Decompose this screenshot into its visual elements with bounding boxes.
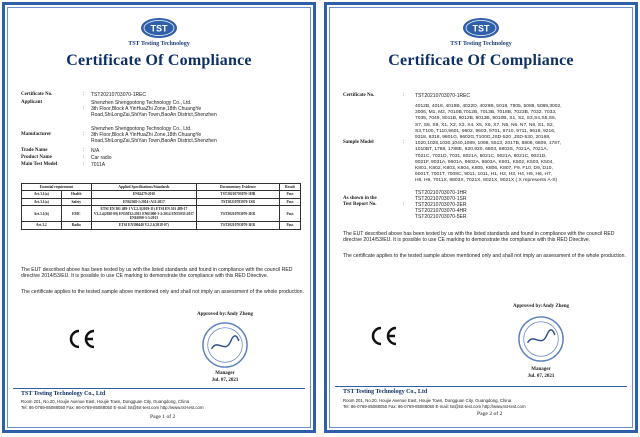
table-cell: EMC (61, 206, 91, 222)
footer-address: Room 201, No.20, Houjie Avenue East, Houjie Town, Dongguan City, Guangdong, China (343, 398, 512, 403)
certificate-no-row (343, 93, 623, 99)
colon: : (403, 202, 405, 207)
table-cell: Pass (279, 206, 300, 222)
main-test-model-value: 7011A (91, 162, 106, 168)
table-row (22, 191, 301, 198)
colon: : (83, 155, 85, 160)
trade-name-label: Trade Name (21, 148, 48, 153)
ce-mark-icon (367, 325, 399, 347)
certificate-no-value: TST20210703070-1REC (415, 93, 471, 99)
certificate-no-row (21, 92, 301, 98)
footer-company-name: TST Testing Technology Co., Ltd (343, 389, 428, 395)
sample-model-list: 4012B, 4018, 4019B, 4022D, 4029B, 5018, 7805, 5088, 5089,3002, 3006, M1, M2, 7010B,7012B, 7013B, 7018B, 7023B, 7032, 7033, 7035, 7049, 8011B, 8012B, 8013B, 9010B, S1, S2, S3,S4,S5,S6, S7, S8, S9, X1, X2, X3, X4, X5, X6, X7, N5, N6, N7, N8, S1, S2, S3,T100, T110,9601, 9602, 9603, 9701, 9710, 9711, 9618, 9216, 9318, 9318, 9801G, 9602G,T100G,JSD-520 ,JSD-530, 20168, 1020,1028,1030,1040,1089, 1088, 5513, 2017B, 8808, 6809, 1787, 1010BT, 1788, 1788E, 620,920, 6803, 6803S, 7021A, 7021A, 7021C, 7021D, 7031, 8021A, 8021C, 9021A, 8021C, 9021D, 9021F, 9031A, 9601A, 9602A, 9603A, K501, K502, K503, K504, K801, K802, K803, K804, K805, K806, K807, F9, F10, D9, D10, 6001T, 7001T, 7008C, 9011, 1011, H1, H2, H3, H4, H5, H6, H7, H8, H9, 7011X, 8803X, 7021X, 8021X, 9021X ( X represents A-S) (415, 104, 562, 184)
certificate-no-label: Certificate No. (343, 93, 375, 98)
certificate-title: Certificate Of Compliance (388, 52, 574, 69)
table-cell: TST20210703070-3ER (196, 222, 279, 229)
test-report-row (343, 190, 623, 222)
table-cell: ETSI EN 301 489-1 V2.2.3(2019-11) ETSI EN 301 489-17 V3.2.4(2020-09) EN55032:2015 EN61000-3-2:2014 EN55035:2017 EN61000-3-3:2013 (91, 206, 196, 222)
colon: : (83, 162, 85, 167)
page-number: Page 1 of 2 (150, 414, 176, 420)
footer-divider (335, 386, 627, 387)
table-cell: Art.3.2 (22, 222, 62, 229)
svg-text:TST: TST (150, 23, 168, 34)
table-row (22, 198, 301, 205)
table-cell: Pass (279, 222, 300, 229)
colon: : (83, 132, 85, 137)
table-row (22, 206, 301, 222)
table-cell: Pass (279, 198, 300, 205)
table-cell: TST20210703070-2ER (196, 206, 279, 222)
approved-by: Approved by:Andy Zheng (197, 312, 254, 317)
applicant-label: Applicant (21, 100, 43, 105)
table-header: Applied Specifications/Standards (91, 184, 196, 191)
table-cell: Safety (61, 198, 91, 205)
colon: : (403, 140, 405, 145)
tst-logo-icon (462, 17, 500, 39)
manufacturer-label: Manufacturer (21, 132, 52, 137)
colon: : (83, 92, 85, 97)
approval-stamp-icon (201, 321, 249, 369)
approved-by: Approved by:Andy Zheng (513, 304, 570, 309)
table-header-row (22, 184, 301, 191)
footer-contact: Tel: 86-0769-85088050 Fax: 86-0769-85088050 E-mail: tst@tst-test.com http://www.tst-test.com (21, 405, 204, 410)
table-cell: ETSI EN300440 V2.2.1(2018-07) (91, 222, 196, 229)
certificate-no-label: Certificate No. (21, 92, 53, 97)
sample-model-label: Sample Model (343, 140, 374, 145)
table-cell: EN62368-1:2014+A11:2017 (91, 198, 196, 205)
table-header: Documentary Evidence (196, 184, 279, 191)
footer-divider (13, 388, 305, 389)
footer-address: Room 201, No.20, Houjie Avenue East, Houjie Town, Dongguan City, Guangdong, China (21, 399, 190, 404)
table-cell: Pass (279, 191, 300, 198)
compliance-paragraph: The EUT described above has been tested by us with the listed standards and found in compliance with the council RED directive 2014/53/EU. It is possible to use CE marking to demonstrate the compliance with this RED Directive. (343, 231, 615, 244)
ce-mark-icon (65, 328, 97, 350)
table-cell: Art.3.1(b) (22, 206, 62, 222)
manager-title: Manager (215, 371, 235, 376)
test-report-label: As shown in the Test Report No. (343, 196, 377, 207)
colon: : (403, 93, 405, 98)
approval-stamp-icon (517, 315, 565, 363)
table-header: Result (279, 184, 300, 191)
table-cell: Health (61, 191, 91, 198)
manager-title: Manager (531, 367, 551, 372)
colon: : (83, 106, 85, 111)
manufacturer-value: Shenzhen Shengpotong Technology Co., Ltd. 3th Floor,Block A YinHuaZhi Zone,18th ChuangYe Road,ShiLongZai,ShiYan Town,BaoAn District,Shenzhen (91, 126, 217, 144)
svg-text:TST: TST (472, 23, 490, 34)
scope-paragraph: The certificate applies to the tested sample above mentioned only and shall not imply an assessment of the whole production. (21, 289, 304, 295)
certificate-title: Certificate Of Compliance (66, 52, 252, 69)
issue-date: Jul. 07, 2021 (527, 374, 555, 379)
certificate-page-2 (324, 2, 638, 433)
trade-name-value: N/A (91, 148, 100, 154)
footer-company-name: TST Testing Technology Co., Ltd (21, 391, 106, 397)
table-cell: TST20210703070-1HR (196, 191, 279, 198)
lab-name: TST Testing Technology (128, 41, 190, 47)
scope-paragraph: The certificate applies to the tested sample above mentioned only and shall not imply an assessment of the whole production. (343, 253, 626, 259)
main-test-model-row (21, 162, 301, 168)
sample-model-row (343, 104, 627, 186)
compliance-paragraph: The EUT described above has been tested by us with the listed standards and found in compliance with the council RED directive 2014/53/EU. It is possible to use CE marking to demonstrate the compliance with this RED Directive. (21, 267, 293, 280)
page-number: Page 2 of 2 (477, 411, 503, 417)
applicant-value: Shenzhen Shengpotong Technology Co., Ltd. 3th Floor,Block A YinHuaZhi Zone,18th ChuangYe Road,ShiLongZai,ShiYan Town,BaoAn District,Shenzhen (91, 100, 217, 118)
table-cell: Art.3.1(a) (22, 191, 62, 198)
trade-name-row (21, 148, 301, 154)
table-header: Essential requirement (22, 184, 92, 191)
lab-name: TST Testing Technology (450, 41, 512, 47)
test-report-list: TST20210703070-1HR TST20210703070-1SR TST20210703070-2ER TST20210703070-4HR TST20210703070-5ER (415, 190, 467, 220)
table-cell: Art.3.1(a) (22, 198, 62, 205)
main-test-model-label: Main Test Model (21, 162, 58, 167)
certificate-page-1 (2, 2, 316, 433)
issue-date: Jul. 07, 2021 (211, 378, 239, 383)
footer-contact: Tel: 86-0769-85088050 Fax: 86-0769-85088050 E-mail: tst@tst-test.com http://www.tst-test.com (343, 404, 526, 409)
table-cell: EN62479:2010 (91, 191, 196, 198)
colon: : (83, 148, 85, 153)
table-cell: Radio (61, 222, 91, 229)
table-cell: TST20210703070-1SR (196, 198, 279, 205)
standards-table (21, 183, 301, 230)
manufacturer-row (21, 126, 301, 146)
certificate-no-value: TST20210703070-1REC (91, 92, 147, 98)
product-name-row (21, 155, 301, 161)
product-name-value: Car radio (91, 155, 112, 161)
table-row (22, 222, 301, 229)
applicant-row (21, 100, 301, 120)
product-name-label: Product Name (21, 155, 52, 160)
tst-logo-icon (140, 17, 178, 39)
